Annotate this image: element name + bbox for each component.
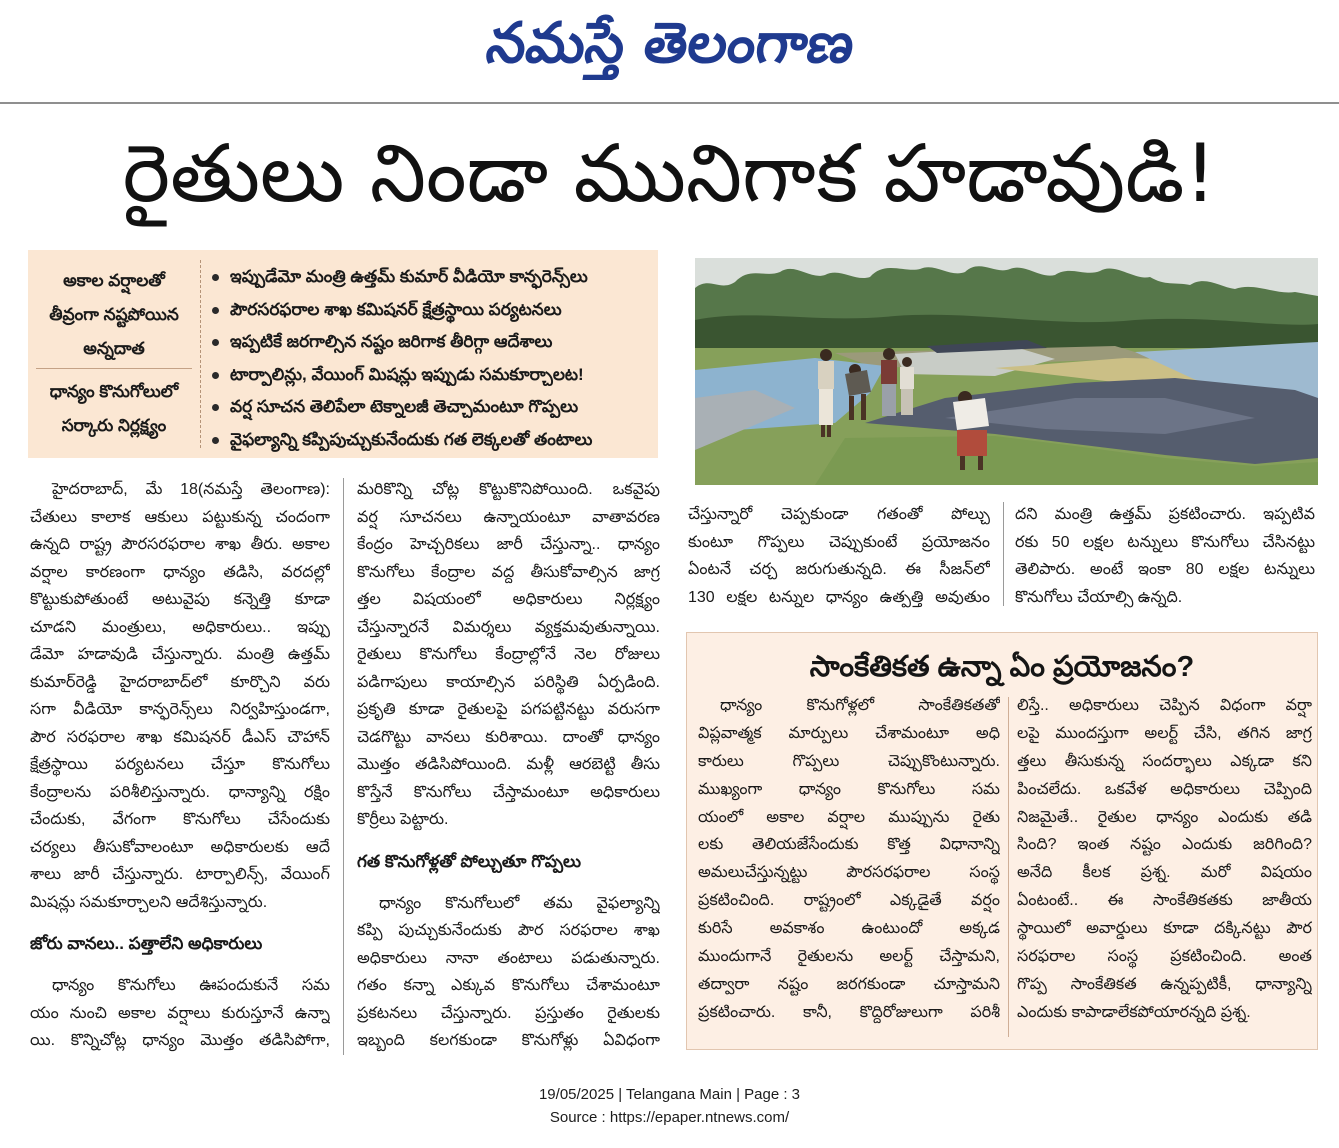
footer-source: Source : https://epaper.ntnews.com/ [549, 1109, 790, 1126]
text-line: చేందుకు, వేగంగా కొనుగోలు చేసేందుకు [30, 811, 330, 828]
subheading: గత కొనుగోళ్లతో పోల్చుతూ గొప్పలు [357, 851, 581, 871]
text-line: కొర్రీలు పెట్టారు. [357, 811, 449, 828]
text-line: లిస్తే.. అధికారులు చెప్పిన విధంగా వర్షా [1017, 697, 1312, 714]
text-line: చేతులు కాలాక ఆకులు పట్టుకున్న చందంగా [30, 508, 330, 526]
text-line: త్తల విషయంలో అధికారులు నిర్లక్ష్యం [357, 591, 660, 608]
text-line: వర్ష సూచనలు ఉన్నాయంటూ వాతావరణ [357, 508, 660, 526]
text-line: చూడని మంత్రులు, అధికారులు.. ఇప్పు [30, 618, 330, 636]
paragraph [357, 476, 660, 834]
text-line: యి. కొన్నిచోట్ల ధాన్యం మొత్తం తడిసిపోగా, [30, 1032, 330, 1049]
text-line: వర్షాల కారణంగా ధాన్యం తడిసి, వరదల్లో [30, 563, 330, 581]
paragraph [698, 692, 1000, 1027]
text-line: ఏంటంటే.. ఈ సాంకేతికతకు జాతీయ [1017, 892, 1312, 910]
text-line: గొప్ప సాంకేతికత ఉన్నప్పటికీ, ధాన్యాన్ని [1017, 975, 1312, 993]
masthead-divider [0, 102, 1339, 104]
text-line: మిషన్లు సమకూర్చాలని ఆదేశిస్తున్నారు. [30, 893, 268, 911]
bullet-icon [212, 404, 219, 411]
bullet-icon [212, 372, 219, 379]
text-line: కారులు గొప్పలు చెప్పుకొంటున్నారు. [698, 752, 1000, 770]
text-line: అమలుచేస్తున్నట్టు పౌరసరఫరాల సంస్థ [698, 864, 1000, 882]
paragraph [1017, 692, 1312, 1027]
text-line: కుమార్‌రెడ్డి హైదరాబాద్‌లో కూర్చొని వరు [30, 673, 330, 691]
column-divider [1003, 502, 1004, 606]
text-line: ధాన్యం కొనుగోలు ఊపందుకునే సమ [52, 977, 330, 994]
text-line: ఉన్నది రాష్ట్ర పౌరసరఫరాల శాఖ తీరు. అకాల [30, 536, 330, 553]
sidebar-box-title: సాంకేతికత ఉన్నా ఏం ప్రయోజనం? [809, 651, 1195, 683]
paragraph [688, 501, 990, 611]
text-line: కొనుగోలు చేయాల్సి ఉన్నది. [1015, 588, 1183, 606]
text-line: ఎందుకు కాపాడాలేకపోయారన్నది ప్రశ్న. [1017, 1003, 1251, 1021]
paragraph [30, 972, 330, 1055]
paragraph [30, 476, 330, 916]
text-line: ప్రకృతి కూడా రైతులపై పగపట్టినట్టు వరుసగా [357, 701, 660, 718]
text-line: అనేది కీలక ప్రశ్న. మరో విషయం [1017, 864, 1312, 882]
text-line: కేంద్రాలను పరిశీలిస్తున్నారు. ధాన్యాన్ని రక్షిం [30, 783, 330, 801]
text-line: నిజమైతే.. రైతుల ధాన్యం ఎందుకు తడి [1017, 808, 1312, 826]
text-line: చెడగొట్టు వానలు కురిశాయి. దాంతో ధాన్యం [357, 728, 660, 746]
bullet-text: వర్ష సూచన తెలిపేలా టెక్నాలజీ తెచ్చామంటూ గొప్పలు [230, 397, 579, 417]
bullet-text: ఇప్పుడేమో మంత్రి ఉత్తమ్ కుమార్ వీడియో కాన్ఫరెన్స్‌లు [230, 267, 588, 286]
bullet-point [210, 391, 650, 424]
tagline-block [28, 264, 200, 366]
bullet-icon [212, 437, 219, 444]
news-photo [695, 258, 1318, 485]
tagline-line: సర్కారు నిర్లక్ష్యం [61, 416, 167, 435]
text-line: గతం కన్నా ఎక్కువ కొనుగోలు చేశామంటూ [357, 977, 660, 994]
text-line: తెలిపారు. అంటే ఇంకా 80 లక్షల టన్నులు [1015, 561, 1315, 578]
bullet-icon [212, 339, 219, 346]
text-line: పించలేదు. ఒకవేళ అధికారులు చెప్పింది [1017, 780, 1312, 798]
masthead-title: నమస్తే తెలంగాణ [482, 11, 859, 76]
text-line: చేస్తున్నారనే విమర్శలు వ్యక్తమవుతున్నాయి. [357, 618, 660, 636]
farmer-figure [818, 349, 834, 437]
column-divider [343, 478, 344, 1055]
text-line: 130 లక్షల టన్నుల ధాన్యం ఉత్పత్తి అవుతుం [688, 588, 990, 606]
bullet-text: వైఫల్యాన్ని కప్పిపుచ్చుకునేందుకు గత లెక్కలతో తంటాలు [230, 429, 593, 449]
sidebar-box [686, 632, 1318, 1050]
text-line: రకు 50 లక్షల టన్నులు కొనుగోలు చేసినట్టు [1015, 533, 1315, 551]
text-line: కప్పి పుచ్చుకునేందుకు పౌర సరఫరాల శాఖ [357, 922, 660, 939]
bullet-text: ఇప్పటికే జరగాల్సిన నష్టం జరిగాక తీరిగ్గా ఆదేశాలు [230, 332, 553, 352]
text-line: సగా వీడియో కాన్ఫరెన్స్‌లు నిర్వహిస్తుండగా, [30, 701, 330, 718]
tagline-block [28, 375, 200, 443]
bullet-icon [212, 307, 219, 314]
sidebar-column-1 [698, 692, 1000, 1032]
text-line: ప్రకటనలు చేస్తున్నారు. ప్రస్తుతం రైతులకు [357, 1004, 660, 1022]
text-line: సరఫరాల సంస్థ ప్రకటించింది. అంత [1017, 948, 1312, 966]
text-line: దని మంత్రి ఉత్తమ్ ప్రకటించారు. ఇప్పటివ [1015, 506, 1315, 523]
bullet-point [210, 326, 650, 359]
text-line: హైదరాబాద్, మే 18(నమస్తే తెలంగాణ): [52, 481, 330, 498]
text-line: ముఖ్యంగా ధాన్యం కొనుగోలు సమ [698, 780, 1000, 798]
text-line: స్థాయిలో అవార్డులు కూడా దక్కినట్టు పౌర [1017, 920, 1312, 938]
text-line: పడిగాపులు కాయాల్సిన పరిస్థితి ఏర్పడింది. [357, 673, 660, 691]
text-line: కొట్టుకుపోతుంటే అటువైపు కన్నెత్తి కూడా [30, 591, 330, 608]
paragraph [357, 890, 660, 1055]
tagline-line: అకాల వర్షాలతో [63, 271, 165, 290]
bullet-icon [212, 274, 219, 281]
bullet-text: టార్పాలిన్లు, వేయింగ్ మిషన్లు ఇప్పుడు సమకూర్చాలట! [230, 364, 584, 384]
bullet-point [210, 261, 650, 294]
text-line: ధాన్యం కొనుగోళ్లలో సాంకేతికతతో [720, 697, 1000, 714]
text-line: కొనుగోలు కేంద్రాల వద్ద తీసుకోవాల్సిన జాగ్ర [357, 563, 660, 581]
text-line: లపై ముందస్తుగా అలర్ట్ చేసి, తగిన జాగ్ర [1017, 724, 1312, 742]
sidebar-column-divider [1008, 697, 1009, 1037]
news-photo-image [695, 258, 1318, 485]
tagline-line: తీవ్రంగా నష్టపోయిన [49, 305, 179, 324]
text-line: చర్యలు తీసుకోవాలంటూ అధికారులకు ఆదే [30, 838, 330, 856]
newspaper-masthead [380, 8, 960, 80]
text-line: కుంటూ గొప్పలు చెప్పుకుంటే ప్రయోజనం [688, 533, 990, 551]
text-line: యం నుంచి అకాల వర్షాలు కురుస్తూనే ఉన్నా [30, 1004, 330, 1022]
article-column-4 [1015, 501, 1315, 613]
text-line: ముందుగానే రైతులను అలర్ట్ చేస్తామని, [698, 948, 1000, 966]
text-line: అధికారులు నానా తంటాలు పడుతున్నారు. [357, 949, 660, 967]
text-line: డేమో హడావుడి చేస్తున్నారు. మంత్రి ఉత్తమ్ [30, 646, 330, 663]
highlights-bullet-list [210, 261, 650, 457]
text-line: సింది? ఇంత నష్టం ఎందుకు జరిగింది? [1017, 836, 1312, 854]
text-line: కొస్తేనే కొనుగోలు చేస్తామంటూ అధికారులు [357, 783, 660, 801]
sidebar-column-2 [1017, 692, 1312, 1032]
epaper-footer [0, 1083, 1339, 1129]
bullet-point [210, 424, 650, 457]
text-line: ఏంటనే చర్చ జరుగుతున్నది. ఈ సీజన్‌లో [688, 561, 990, 578]
text-line: తద్వారా నష్టం జరగకుండా చూస్తామని [698, 975, 1000, 993]
text-line: లకు తెలియజేసేందుకు కొత్త విధానాన్ని [698, 836, 1000, 854]
tagline-divider [36, 368, 192, 369]
bullet-text: పౌరసరఫరాల శాఖ కమిషనర్ క్షేత్రస్థాయి పర్యటనలు [230, 299, 562, 319]
article-headline: రైతులు నిండా మునిగాక హడావుడి! [122, 127, 1217, 220]
highlights-box [28, 250, 658, 458]
text-line: కేంద్రం హెచ్చరికలు జారీ చేస్తున్నా.. ధాన్యం [357, 536, 660, 553]
paragraph [1015, 501, 1315, 611]
article-column-1 [30, 476, 330, 1056]
text-line: త్తలు తీసుకున్న సందర్భాలు ఎక్కడా కని [1017, 752, 1312, 770]
article-column-3 [688, 501, 990, 613]
text-line: మొత్తం తడిసిపోయింది. మళ్లీ ఆరబెట్టి తీసు [357, 756, 660, 773]
text-line: మరికొన్ని చోట్ల కొట్టుకొనిపోయింది. ఒకవైపు [357, 481, 660, 498]
tagline-line: ధాన్యం కొనుగోలులో [49, 382, 179, 401]
footer-date-edition: 19/05/2025 | Telangana Main | Page : 3 [538, 1086, 801, 1103]
text-line: చేస్తున్నారో చెప్పకుండా గతంతో పోల్చు [688, 506, 990, 523]
text-line: ధాన్యం కొనుగోలులో తమ వైఫల్యాన్ని [379, 894, 660, 912]
article-column-2 [357, 476, 660, 1056]
bullet-point [210, 294, 650, 327]
text-line: యంలో అకాల వర్షాల ముప్పును రైతు [698, 808, 1000, 826]
text-line: ప్రకటించింది. రాష్ట్రంలో ఎక్కడైతే వర్షం [698, 892, 1000, 910]
text-line: ప్రకటించారు. కానీ, కొద్దిరోజులుగా పరిశీ [698, 1003, 1000, 1021]
highlights-divider [200, 260, 201, 448]
tagline-line: అన్నదాత [83, 339, 145, 358]
text-line: కురిసే అవకాశం ఉంటుందో అక్కడ [698, 920, 1000, 938]
text-line: ఇబ్బంది కలగకుండా కొనుగోళ్లు ఏవిధంగా [357, 1032, 660, 1049]
text-line: పౌర సరఫరాల శాఖ కమిషనర్ డీఎస్ చౌహాన్ [30, 728, 330, 746]
bullet-point [210, 359, 650, 392]
text-line: శాలు జారీ చేస్తున్నారు. టార్పాలిన్స్, వేయింగ్ [30, 866, 330, 883]
text-line: విప్లవాత్మక మార్పులు చేశామంటూ అధి [698, 724, 1000, 742]
text-line: రైతులు కొనుగోలు కేంద్రాల్లోనే నెల రోజులు [357, 646, 660, 663]
subheading: జోరు వానలు.. పత్తాలేని అధికారులు [30, 934, 263, 953]
text-line: క్షేత్రస్థాయి పర్యటనలు చేస్తూ కొనుగోలు [30, 756, 330, 773]
